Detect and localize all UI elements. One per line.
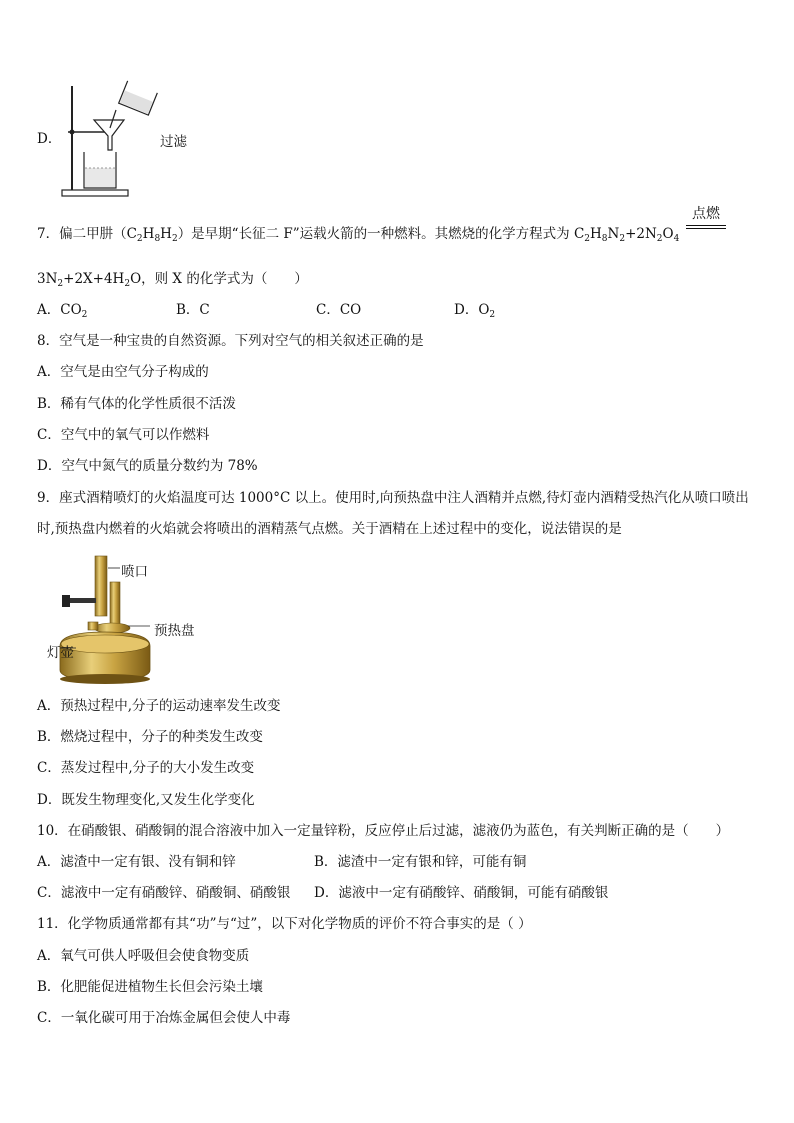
q10-option-a: A．滤渣中一定有银、没有铜和锌 xyxy=(37,854,236,870)
q7-option-c: C．CO xyxy=(316,302,362,318)
q9-stem-line1: 9．座式酒精喷灯的火焰温度可达 1000°C 以上。使用时,向预热盘中注人酒精并点燃,待灯壶内酒精受热汽化从喷口喷出 xyxy=(37,490,749,506)
q8-option-a: A．空气是由空气分子构成的 xyxy=(37,364,209,380)
q8-option-c: C．空气中的氧气可以作燃料 xyxy=(37,427,210,443)
q10-option-c: C．滤液中一定有硝酸锌、硝酸铜、硝酸银 xyxy=(37,885,291,901)
q11-option-a: A．氧气可供人呼吸但会使食物变质 xyxy=(37,948,250,964)
q7-option-b: B．C xyxy=(176,302,210,318)
q11-stem: 11．化学物质通常都有其“功”与“过”，以下对化学物质的评价不符合事实的是（ ） xyxy=(37,916,532,932)
q10-option-b: B．滤渣中一定有银和锌，可能有铜 xyxy=(314,854,527,870)
q10-stem: 10．在硝酸银、硝酸铜的混合溶液中加入一定量锌粉，反应停止后过滤，滤液仍为蓝色，有关判断正确的是（ ） xyxy=(37,823,730,839)
q8-stem: 8．空气是一种宝贵的自然资源。下列对空气的相关叙述正确的是 xyxy=(37,333,424,349)
q7-stem: 7．偏二甲肼$(C_2H_8H_2)$是早期“长征二 F”运载火箭的一种燃料。其燃烧的化学方程式为 $C_2H_8N_2+2N_2O_4$ xyxy=(37,226,680,244)
q11-option-b: B．化肥能促进植物生长但会污染土壤 xyxy=(37,979,263,995)
q7-option-a: A．$CO_2$ xyxy=(37,302,88,320)
q9-option-a: A．预热过程中,分子的运动速率发生改变 xyxy=(37,698,281,714)
q9-option-b: B．燃烧过程中，分子的种类发生改变 xyxy=(37,729,263,745)
label-preheat-tray: 预热盘 xyxy=(154,623,195,639)
q6-option-d-label: 过滤 xyxy=(160,134,187,150)
q11-option-c: C．一氧化碳可用于冶炼金属但会使人中毒 xyxy=(37,1010,291,1026)
q8-option-d: D．空气中氮气的质量分数约为 78% xyxy=(37,458,258,474)
reaction-condition xyxy=(686,205,726,229)
reaction-condition-text: 点燃 xyxy=(692,206,720,222)
q9-option-d: D．既发生物理变化,又发生化学变化 xyxy=(37,792,255,808)
q8-option-b: B．稀有气体的化学性质很不活泼 xyxy=(37,396,236,412)
q9-stem-line2: 时,预热盘内燃着的火焰就会将喷出的酒精蒸气点燃。关于酒精在上述过程中的变化，说法错误的是 xyxy=(37,521,622,537)
q7-option-d: D．$O_2$ xyxy=(454,302,496,320)
label-nozzle: 喷口 xyxy=(121,564,148,580)
label-lamp-pot: 灯壶 xyxy=(47,645,74,661)
q6-option-d xyxy=(37,130,61,148)
q6-option-d-letter: D． xyxy=(37,131,62,147)
filtration-apparatus-figure xyxy=(60,80,160,202)
q10-option-d: D．滤液中一定有硝酸锌、硝酸铜，可能有硝酸银 xyxy=(314,885,609,901)
q9-option-c: C．蒸发过程中,分子的大小发生改变 xyxy=(37,760,255,776)
q7-stem-line2: $3N_2+2X+4H_2O$，则 X 的化学式为（ ） xyxy=(37,271,308,289)
alcohol-blowtorch-figure xyxy=(50,552,170,686)
